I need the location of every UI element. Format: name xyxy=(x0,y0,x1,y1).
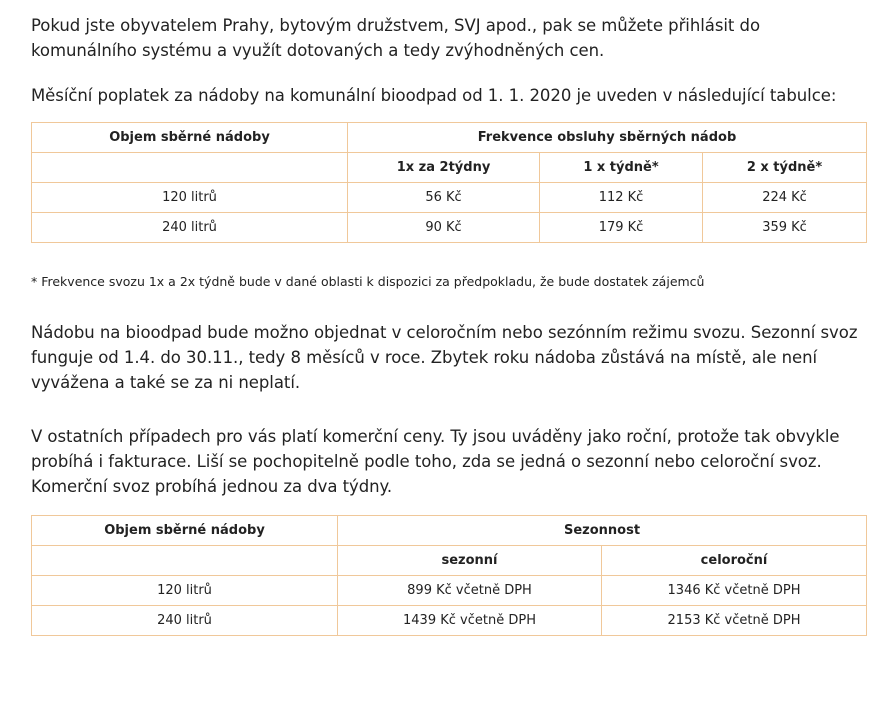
volume-cell: 120 litrů xyxy=(32,183,348,213)
volume-cell: 120 litrů xyxy=(32,576,338,606)
subheader-biweekly: 1x za 2týdny xyxy=(348,153,540,183)
price-cell: 899 Kč včetně DPH xyxy=(338,576,602,606)
table-row xyxy=(32,183,867,213)
empty-cell xyxy=(32,546,338,576)
table-row xyxy=(32,213,867,243)
price-cell: 359 Kč xyxy=(703,213,867,243)
price-cell: 2153 Kč včetně DPH xyxy=(602,606,867,636)
price-cell: 112 Kč xyxy=(540,183,703,213)
commercial-price-table xyxy=(31,515,867,636)
header-seasonality: Sezonnost xyxy=(338,516,867,546)
header-frequency: Frekvence obsluhy sběrných nádob xyxy=(348,123,867,153)
volume-cell: 240 litrů xyxy=(32,213,348,243)
header-volume: Objem sběrné nádoby xyxy=(32,516,338,546)
header-volume: Objem sběrné nádoby xyxy=(32,123,348,153)
table-row xyxy=(32,606,867,636)
bio-fee-table xyxy=(31,122,867,243)
subheader-yearround: celoroční xyxy=(602,546,867,576)
subheader-twice-weekly: 2 x týdně* xyxy=(703,153,867,183)
table-row xyxy=(32,576,867,606)
empty-cell xyxy=(32,153,348,183)
volume-cell: 240 litrů xyxy=(32,606,338,636)
price-cell: 1346 Kč včetně DPH xyxy=(602,576,867,606)
fee-intro-paragraph: Měsíční poplatek za nádoby na komunální bioodpad od 1. 1. 2020 je uveden v následující tabulce: xyxy=(31,86,837,105)
intro-paragraph: Pokud jste obyvatelem Prahy, bytovým družstvem, SVJ apod., pak se můžete přihlásit do komunálního systému a využít dotovaných a tedy zvýhodněných cen. xyxy=(31,16,761,60)
table-subheader-row xyxy=(32,153,867,183)
price-cell: 224 Kč xyxy=(703,183,867,213)
table-subheader-row xyxy=(32,546,867,576)
commercial-info-paragraph: V ostatních případech pro vás platí komerční ceny. Ty jsou uváděny jako roční, protože tak obvykle probíhá i fakturace. Liší se pochopitelně podle toho, zda se jedná o sezonní nebo celoroční svoz. Komerční svoz probíhá jednou za dva týdny. xyxy=(31,427,840,496)
footnote: * Frekvence svozu 1x a 2x týdně bude v dané oblasti k dispozici za předpokladu, že bude dostatek zájemců xyxy=(31,274,705,289)
table-header-row xyxy=(32,516,867,546)
price-cell: 56 Kč xyxy=(348,183,540,213)
price-cell: 1439 Kč včetně DPH xyxy=(338,606,602,636)
subheader-seasonal: sezonní xyxy=(338,546,602,576)
seasonal-info-paragraph: Nádobu na bioodpad bude možno objednat v celoročním nebo sezónním režimu svozu. Sezonní svoz funguje od 1.4. do 30.11., tedy 8 měsíců v roce. Zbytek roku nádoba zůstává na místě, ale není vyvážena a také se za ni neplatí. xyxy=(31,323,858,392)
table-header-row xyxy=(32,123,867,153)
subheader-weekly: 1 x týdně* xyxy=(540,153,703,183)
price-cell: 179 Kč xyxy=(540,213,703,243)
price-cell: 90 Kč xyxy=(348,213,540,243)
